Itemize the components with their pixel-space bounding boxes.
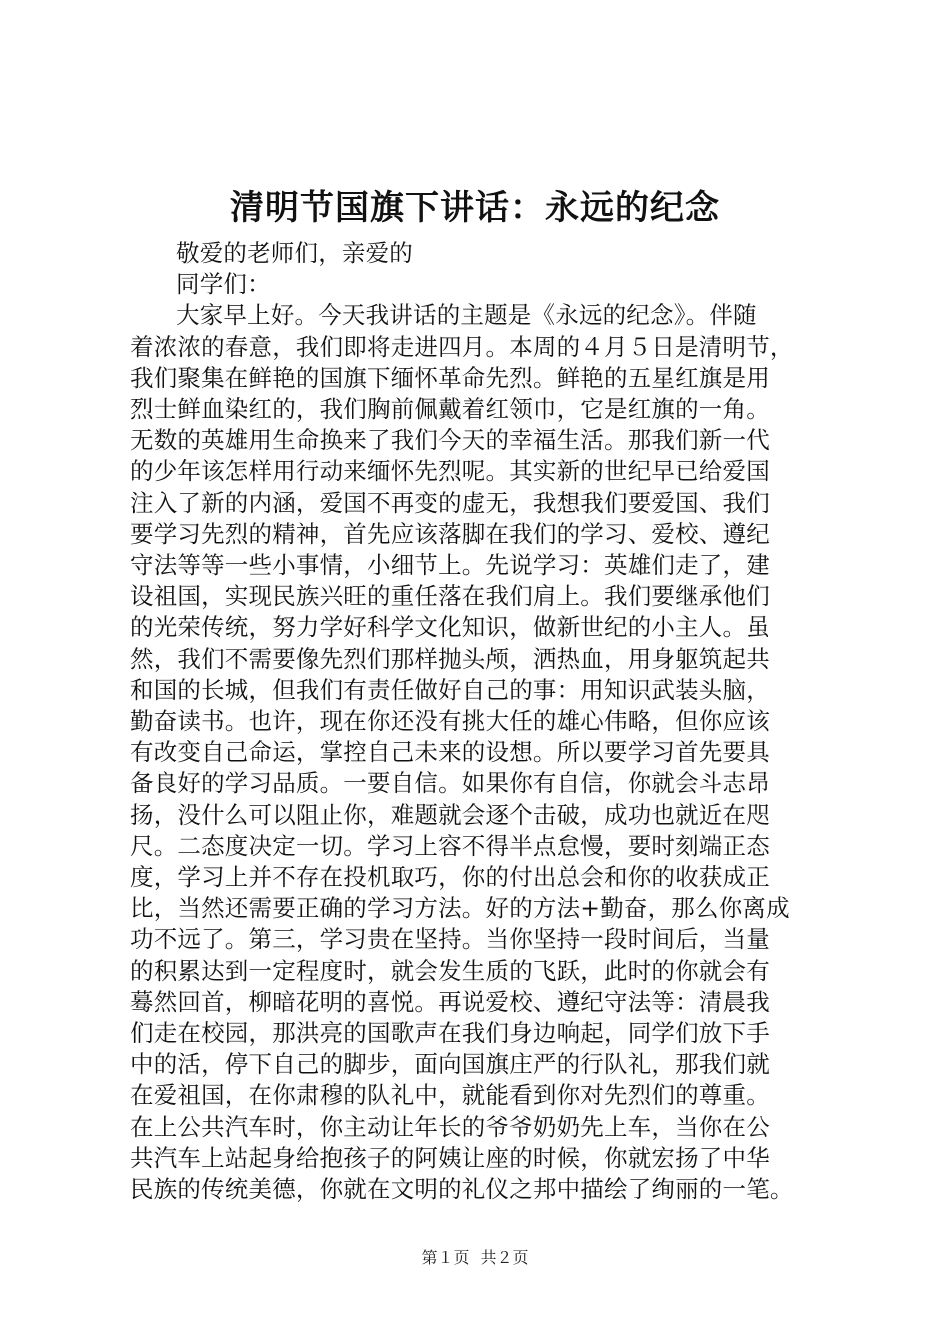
body-line: 的积累达到一定程度时，就会发生质的飞跃，此时的你就会有 (130, 956, 770, 985)
body-line: 尺。二态度决定一切。学习上容不得半点怠慢，要时刻端正态 (130, 831, 770, 860)
body-line: 比，当然还需要正确的学习方法。好的方法+勤奋，那么你离成 (130, 894, 790, 923)
greeting-line: 同学们： (176, 270, 271, 299)
body-line: 然，我们不需要像先烈们那样抛头颅，洒热血，用身躯筑起共 (130, 644, 770, 673)
body-line: 们走在校园，那洪亮的国歌声在我们身边响起，同学们放下手 (130, 1019, 770, 1048)
body-line: 民族的传统美德，你就在文明的礼仪之邦中描绘了绚丽的一笔。 (130, 1175, 794, 1204)
body-line: 在上公共汽车时，你主动让年长的爷爷奶奶先上车，当你在公 (130, 1112, 770, 1141)
body-line: 有改变自己命运，掌控自己未来的设想。所以要学习首先要具 (130, 738, 770, 767)
body-line: 度，学习上并不存在投机取巧，你的付出总会和你的收获成正 (130, 863, 770, 892)
body-line: 蓦然回首，柳暗花明的喜悦。再说爱校、遵纪守法等：清晨我 (130, 987, 770, 1016)
body-line: 的光荣传统，努力学好科学文化知识，做新世纪的小主人。虽 (130, 613, 770, 642)
page-footer (0, 1247, 950, 1269)
body-line: 守法等等一些小事情，小细节上。先说学习：英雄们走了，建 (130, 551, 770, 580)
body-line: 烈士鲜血染红的，我们胸前佩戴着红领巾，它是红旗的一角。 (130, 395, 770, 424)
body-line: 设祖国，实现民族兴旺的重任落在我们肩上。我们要继承他们 (130, 582, 770, 611)
page-number-total: 共２页 (480, 1248, 529, 1267)
body-line: 在爱祖国，在你肃穆的队礼中，就能看到你对先烈们的尊重。 (130, 1081, 770, 1110)
document-body (130, 238, 830, 1205)
body-line: 功不远了。第三，学习贵在坚持。当你坚持一段时间后，当量 (130, 925, 770, 954)
body-line: 的少年该怎样用行动来缅怀先烈呢。其实新的世纪早已给爱国 (130, 457, 770, 486)
document-title: 清明节国旗下讲话：永远的纪念 (230, 188, 720, 228)
body-line: 要学习先烈的精神，首先应该落脚在我们的学习、爱校、遵纪 (130, 519, 770, 548)
body-line: 无数的英雄用生命换来了我们今天的幸福生活。那我们新一代 (130, 426, 770, 455)
body-line: 共汽车上站起身给抱孩子的阿姨让座的时候，你就宏扬了中华 (130, 1143, 770, 1172)
body-line: 我们聚集在鲜艳的国旗下缅怀革命先烈。鲜艳的五星红旗是用 (130, 363, 770, 392)
body-line: 大家早上好。今天我讲话的主题是《永远的纪念》。伴随 (176, 301, 757, 330)
body-line: 勤奋读书。也许，现在你还没有挑大任的雄心伟略，但你应该 (130, 707, 770, 736)
body-line: 着浓浓的春意，我们即将走进四月。本周的４月５日是清明节， (130, 332, 794, 361)
greeting-line: 敬爱的老师们，亲爱的 (176, 239, 413, 267)
body-line: 中的活，停下自己的脚步，面向国旗庄严的行队礼，那我们就 (130, 1050, 770, 1079)
body-line: 扬，没什么可以阻止你，难题就会逐个击破，成功也就近在咫 (130, 800, 770, 829)
body-line: 和国的长城，但我们有责任做好自己的事：用知识武装头脑， (130, 675, 770, 704)
body-line: 备良好的学习品质。一要自信。如果你有自信，你就会斗志昂 (130, 769, 770, 798)
page-number-current: 第１页 (421, 1248, 470, 1267)
body-line: 注入了新的内涵，爱国不再变的虚无，我想我们要爱国、我们 (130, 488, 770, 517)
